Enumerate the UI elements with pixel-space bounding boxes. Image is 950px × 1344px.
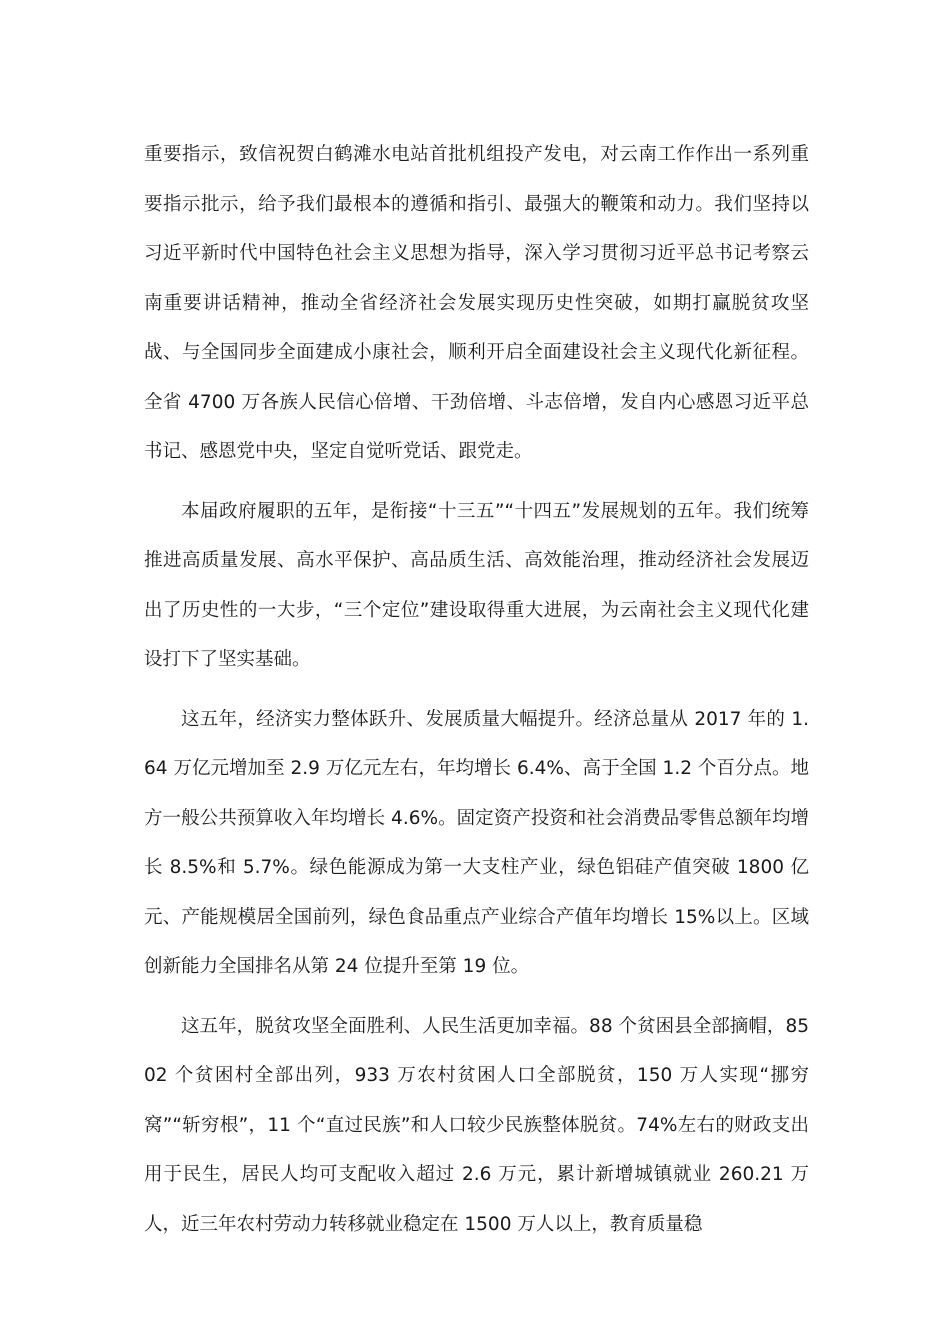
paragraph-4: 这五年，脱贫攻坚全面胜利、人民生活更加幸福。88 个贫困县全部摘帽，8502 个贫困村全部出列，933 万农村贫困人口全部脱贫，150 万人实现“挪穷窝”“斩穷根”，11 个“直过民族”和人口较少民族整体脱贫。74%左右的财政支出用于民生，居民人均可支配收入超过 2.6 万元，累计新增城镇就业 260.21 万人，近三年农村劳动力转移就业稳定在 1500 万人以上，教育质量稳 [144,1015,809,1235]
paragraph-2: 本届政府履职的五年，是衔接“十三五”“十四五”发展规划的五年。我们统筹推进高质量发展、高水平保护、高品质生活、高效能治理，推动经济社会发展迈出了历史性的一大步，“三个定位”建设取得重大进展，为云南社会主义现代化建设打下了坚实基础。 [144,500,809,670]
paragraph-1: 重要指示，致信祝贺白鹤滩水电站首批机组投产发电，对云南工作作出一系列重要指示批示，给予我们最根本的遵循和指引、最强大的鞭策和动力。我们坚持以习近平新时代中国特色社会主义思想为指导，深入学习贯彻习近平总书记考察云南重要讲话精神，推动全省经济社会发展实现历史性突破，如期打赢脱贫攻坚战、与全国同步全面建成小康社会，顺利开启全面建设社会主义现代化新征程。全省 4700 万各族人民信心倍增、干劲倍增、斗志倍增，发自内心感恩习近平总书记、感恩党中央，坚定自觉听党话、跟党走。 [144,144,809,462]
paragraph-3: 这五年，经济实力整体跃升、发展质量大幅提升。经济总量从 2017 年的 1.64 万亿元增加至 2.9 万亿元左右，年均增长 6.4%、高于全国 1.2 个百分点。地方一般公共预算收入年均增长 4.6%。固定资产投资和社会消费品零售总额年均增长 8.5%和 5.7%。绿色能源成为第一大支柱产业，绿色铝硅产值突破 1800 亿元、产能规模居全国前列，绿色食品重点产业综合产值年均增长 15%以上。区域创新能力全国排名从第 24 位提升至第 19 位。 [144,708,809,977]
document-body [144,130,809,1259]
